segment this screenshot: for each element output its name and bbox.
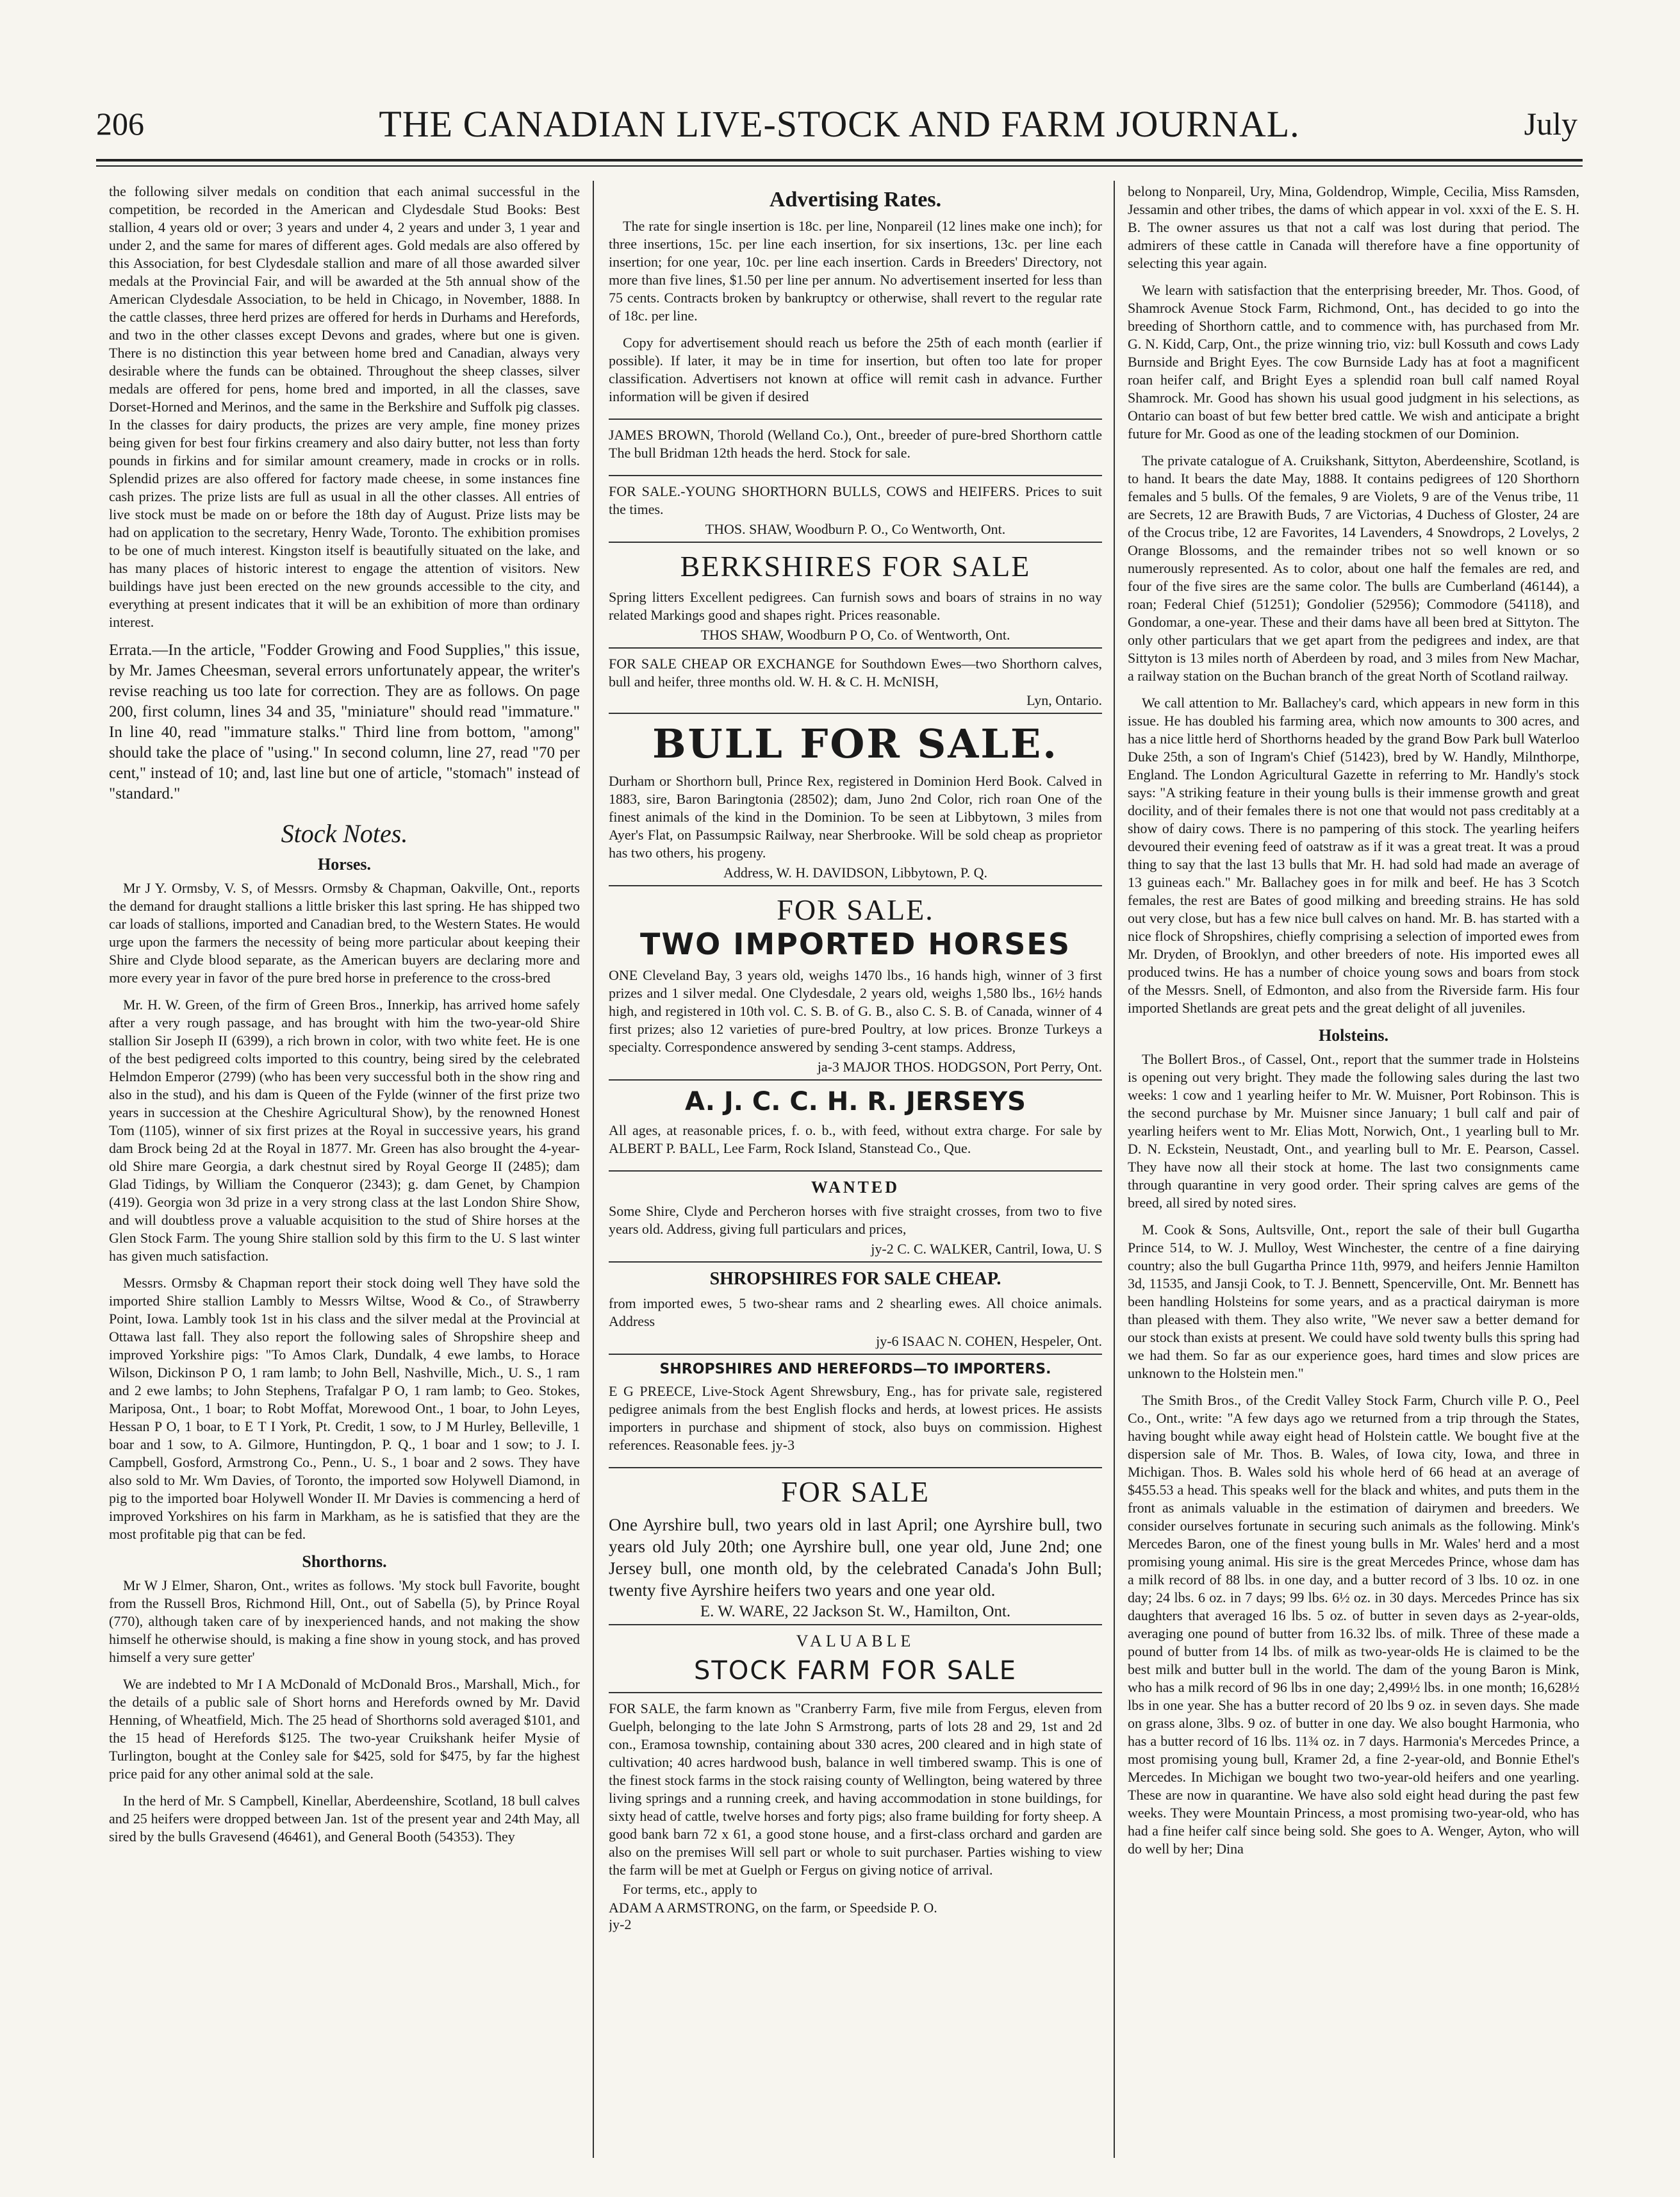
ad-horses-heading: TWO IMPORTED HORSES	[639, 927, 1071, 961]
ad-stock-farm-code: jy-2	[609, 1916, 632, 1932]
prize-list-text: the following silver medals on condition that each animal successful in the competition, be recorded in the American and Clydesdale Stud Books: Best stallion, 4 years old or over; 3 years and under 4, 2 years and under 3, 1 year and under 2, and the same for mares of different ages. Gold medals are also offered by this Association, for best Clydesdale stallion and mare of all those awarded silver medals at the Provincial Fair, and will be awarded at the 5th annual show of the American Clydesdale Association, to be held in Chicago, in November, 1888. In the cattle classes, three herd prizes are offered for herds in Durhams and Herefords, and two in the other classes except Devons and grades, where but one is given. There is no distinction this year between home bred and Canadian, always very desirable where the funds can be obtained. Throughout the sheep classes, silver medals are offered for pens, home bred and imported, in all the classes, save Dorset-Horned and Merinos, and the same in the Berkshire and Suffolk pig classes. In the classes for dairy products, the prizes are very ample, fine money prizes being given for best four firkins creamery and also dairy butter, not less than forty pounds in firkins and for similar amount creamery, made in crocks or in rolls. Splendid prizes are also offered for factory made cheese, in some instances fine cash prizes. The prize lists are full as usual in all the other classes. All entries of live stock must be made on or before the 18th day of August. Prize lists may be had on application to the secretary, Henry Wade, Toronto. The exhibition promises to be one of much interest. Kingston itself is beautifully situated on the lake, and has many places of historic interest to engage the attention of visitors. New buildings have just been erected on the new grounds accessible to the city, and everything at present indicates that it will be an exhibition of more than ordinary interest.	[109, 183, 580, 630]
ad-james-brown	[609, 426, 1102, 476]
ad-jerseys-text: All ages, at reasonable prices, f. o. b., with feed, without extra charge. For sale by ALBERT P. BALL, Lee Farm, Rock Island, Stanstead Co., Que.	[609, 1122, 1102, 1156]
horses-note-sales: Messrs. Ormsby & Chapman report their stock doing well They have sold the imported Shire stallion Lambly to Messrs Wiltse, Wood & Co., of Strawberry Point, Iowa. Lambly took 1st in his class and the silver medal at the Provincial at Ottawa last fall. They also report the following sales of Shropshire sheep and improved Yorkshire pigs: "To Amos Clark, Dundalk, 4 ewe lambs, to Horace Wilson, Dickinson P O, 1 ram lamb; to John Bell, Nashville, Mich., U. S., 1 ram and 2 ewe lambs; to John Stephens, Trafalgar P O, 1 ram lamb; to Geo. Stokes, Mariposa, Ont., 1 boar; to Robt Moffat, Morewood Ont., 1 boar, to John Leyes, Hessan P O, 1 boar, to E T I York, Pt. Credit, 1 sow, to J M Hurley, Belleville, 1 boar and 1 sow, to A. Gilmore, Huntingdon, P. Q., 1 boar and 1 sow; to J. I. Campbell, Gosford, Armstrong Co., Penn., U. S., 1 boar and 2 sows. They have also sold to Mr. Wm Davies, of Toronto, the imported sow Holywell Diamond, in pig to the imported boar Holywell Wonder II. Mr Davies is commencing a herd of improved Yorkshires on his farm in Markham, as he is satisfied that they are the most profitable pig that can be fed.	[109, 1275, 580, 1542]
advertising-rates-heading: Advertising Rates.	[769, 188, 942, 211]
ad-wanted-address: jy-2 C. C. WALKER, Cantril, Iowa, U. S	[871, 1241, 1102, 1257]
ad-berkshires	[609, 549, 1102, 649]
ad-jerseys-heading: A. J. C. C. H. R. JERSEYS	[685, 1087, 1026, 1116]
page-header	[96, 96, 1583, 154]
ad-wanted	[609, 1178, 1102, 1263]
ad-preece-text: E G PREECE, Live-Stock Agent Shrewsbury, Eng., has for private sale, registered pedigree animals from the best English flocks and herds, at lowest prices. He assists importers in purchase and shipment of stock, also buys on commission. Highest references. Reasonable fees. jy-3	[609, 1383, 1102, 1453]
ad-horses-for-sale-heading: FOR SALE.	[777, 893, 934, 926]
note-cruikshank-catalogue: The private catalogue of A. Cruikshank, Sittyton, Aberdeenshire, Scotland, is to hand. It bears the date May, 1888. It contains pedigrees of 120 Shorthorn females and 5 bulls. Of the females, 9 are Violets, 9 are of the Venus tribe, 11 are Secrets, 12 are Brawith Buds, 7 are Victorias, 4 Duchess of Gloster, 24 are of the Crocus tribe, 12 are Favorites, 14 Lavenders, 4 Snowdrops, 2 Lovelys, 2 Orange Blossoms, and the remainder tribes not so well known or so numerously represented. As to color, about one half the females are red, and four of the five sires are the same color. The bulls are Cumberland (46144), a roan; Federal Chief (51251); Gondolier (52956); Commodore (54118), and Gondomar, a one-year. These and their dams have all been bred at Sittyton. The only other particulars that we get apart from the pedigrees and index, are that Sittyton is 13 miles north of Aberdeen by road, and 3 miles from New Machar, a railway station on the Buchan branch of the great North of Scotland railway.	[1128, 452, 1579, 684]
shorthorns-note-campbell: In the herd of Mr. S Campbell, Kinellar, Aberdeenshire, Scotland, 18 bull calves and 25 heifers were dropped between Jan. 1st of the present year and 24th May, all sired by the bulls Gravesend (46461), and General Booth (54353). They	[109, 1793, 580, 1845]
ad-preece	[609, 1361, 1102, 1468]
ad-stock-farm-text: FOR SALE, the farm known as "Cranberry Farm, five mile from Fergus, eleven from Guelph, belonging to the late John S Armstrong, parts of lots 28 and 29, 1st and 2d con., Eramosa township, containing about 330 acres, 200 cleared and in high state of cultivation; 40 acres hardwood bush, balance in well timbered swamp. This is one of the finest stock farms in the stock raising county of Wellington, being watered by three living springs and a running creek, and having accommodation in stone buildings, for sixty head of cattle, twelve horses and forty pigs; also frame building for forty sheep. A good bank barn 72 x 61, a good stone house, and a first-class orchard and garden are also on the premises Will sell part or whole to suit purchaser. Parties wishing to view the farm will be met at Guelph or Fergus on giving notice of arrival.	[609, 1700, 1102, 1878]
note-cook-sons: M. Cook & Sons, Aultsville, Ont., report the sale of their bull Gugartha Prince 514, to W. J. Mulloy, West Winchester, the centre of a fine dairying country; also the bull Gugartha Prince 11th, 9979, and heifers Jennie Hamilton 3d, 11535, and Jansji Cook, to T. J. Bennett, Spencerville, Ont. Mr. Bennett has been handling Holsteins for some years, and as a practical dairyman is more than pleased with them. They also write, "We never saw a better demand for our stock than exists at present. We could have sold twenty bulls this spring had we had them. So far as our experience goes, hard times and slow prices are unknown to the Holstein men."	[1128, 1222, 1579, 1381]
ad-stock-farm-heading: STOCK FARM FOR SALE	[694, 1656, 1017, 1686]
ad-stock-farm-kicker: VALUABLE	[796, 1632, 915, 1650]
horses-note-green: Mr. H. W. Green, of the firm of Green Bros., Innerkip, has arrived home safely after a very rough passage, and has brought with him the two-year-old Shire stallion Sir Joseph II (6399), a rich brown in color, with two white feet. He is one of the best pedigreed colts imported to this country, being sired by the celebrated Helmdon Emperor (2799) (who has been very successful both in the show ring and also in the stud), and his dam is Queen of the Fylde (winner of the first prize two years in succession at the Cheshire Agricultural Show), by the renowned Honest Tom (1105), winner of six first prizes at the Royal in successive years, his grand dam Brock being 2d at the Royal in 1877. Mr. Green has also brought the 4-year-old Shire mare Georgia, a dark chestnut sired by Royal George II (2485); dam Glad Tidings, by William the Conqueror (2343); g. dam Genet, by Champion (419). Georgia won 3d prize in a very strong class at the last London Shire Show, and will doubtless prove a valuable acquisition to the stud of Shire horses at the Glen Stock Farm. The young Shire stallion sold by this firm to the U. S last winter has given much satisfaction.	[109, 997, 580, 1264]
ad-stock-farm-address: ADAM A ARMSTRONG, on the farm, or Speedside P. O.	[609, 1900, 937, 1916]
ad-ware-heading: FOR SALE	[781, 1475, 930, 1508]
ad-shorthorns-shaw-address: THOS. SHAW, Woodburn P. O., Co Wentworth, Ont.	[705, 521, 1006, 537]
ad-bull-text: Durham or Shorthorn bull, Prince Rex, registered in Dominion Herd Book. Calved in 1883, sire, Baron Baringtonia (28502); dam, Juno 2nd Color, rich roan One of the finest animals of the kind in the Dominion. To be seen at Libbytown, 3 miles from Ayer's Flat, on Passumpsic Railway, near Sherbrooke. Will be sold cheap as proprietor has two others, his progeny.	[609, 773, 1102, 861]
ad-horses-text: ONE Cleveland Bay, 3 years old, weighs 1470 lbs., 16 hands high, winner of 3 first prizes and 1 silver medal. One Clydesdale, 2 years old, weighs 1,580 lbs., 16½ hands high, and registered in 10th vol. C. S. B. of G. B., also C. S. B. of Canada, winner of 4 first prizes; also 12 varieties of pure-bred Poultry, at low prices. Bronze Turkeys a specialty. Correspondence answered by sending 3-cent stamps. Address,	[609, 967, 1102, 1055]
note-thos-good: We learn with satisfaction that the enterprising breeder, Mr. Thos. Good, of Shamrock Avenue Stock Farm, Richmond, Ont., has decided to go into the breeding of Shorthorn cattle, and to commence with, has purchased from Mr. G. N. Kidd, Carp, Ont., the prize winning trio, viz: bull Kossuth and cows Lady Burnside and Bright Eyes. The cow Burnside Lady has at foot a magnificent roan heifer calf, and Bright Eyes a splendid roan bull calf named Royal Shamrock. Mr. Good has shown his usual good judgment in his selections, as Ontario can boast of but few better bred cattle. We wish and anticipate a bright future for Mr. Good as one of the leading stockmen of our Dominion.	[1128, 282, 1579, 442]
shorthorns-note-mcdonald: We are indebted to Mr I A McDonald of McDonald Bros., Marshall, Mich., for the details of a public sale of Short horns and Herefords owned by Mr. David Henning, of Wheatfield, Mich. The 25 head of Shorthorns sold averaged $101, and the 15 head of Herefords $125. The two-year Cruikshank heifer Mysie of Turlington, bought at the Conley sale for $425, sold for $475, by far the highest price paid for any other animal sold at the sale.	[109, 1676, 580, 1782]
ad-stock-farm	[609, 1632, 1102, 1933]
ad-mcnish-address: Lyn, Ontario.	[1026, 692, 1102, 708]
ad-ware-address: E. W. WARE, 22 Jackson St. W., Hamilton, Ont.	[700, 1603, 1011, 1620]
advertising-copy-text: Copy for advertisement should reach us before the 25th of each month (earlier if possible). If later, it may be in time for insertion, but often too late for proper classification. Advertisers not known at office will remit cash in advance. Further information will be given if desired	[609, 335, 1102, 404]
ad-shorthorns-shaw-text: FOR SALE.-YOUNG SHORTHORN BULLS, COWS and HEIFERS. Prices to suit the times.	[609, 483, 1102, 517]
ad-preece-heading: SHROPSHIRES AND HEREFORDS—TO IMPORTERS.	[659, 1361, 1051, 1377]
advertising-rates-text: The rate for single insertion is 18c. per line, Nonpareil (12 lines make one inch); for three insertions, 15c. per line each insertion, for six insertions, 13c. per line each insertion; for one year, 10c. per line each insertion. Cards in Breeders' Directory, not more than five lines, $1.50 per line per annum. No advertisement inserted for less than 75 cents. Contracts broken by bankruptcy or otherwise, shall revert to the regular rate of 18c. per line.	[609, 218, 1102, 324]
journal-title: THE CANADIAN LIVE-STOCK AND FARM JOURNAL.	[379, 103, 1300, 145]
column-middle	[609, 183, 1102, 2157]
note-ballachey: We call attention to Mr. Ballachey's card, which appears in new form in this issue. He has doubled his farming area, which now amounts to 300 acres, and has a nice little herd of Shorthorns headed by the grand Bow Park bull Waterloo Duke 25th, a son of Ingram's Chief (51423), bred by W. Handly, Milnthorpe, England. The London Agricultural Gazette in referring to Mr. Handly's stock says: "A striking feature in their young bulls is their immense growth and great docility, and of their females there is not one that would not pass creditably at a show of dairy cows. There is no pampering of this stock. The yearling heifers devoured their evening feed of oatstraw as if it was a great treat. It was a proud thing to say that the last 13 bulls that Mr. H. had sold had made an average of 13 guineas each." Mr. Ballachey goes in for milk and beef. He has 3 Scotch females, the rest are Bates of good milking and breeding strains. He has sold out very close, but has a few nice bull calves on hand. Mr. B. has started with a nice flock of Shropshires, chiefly comprising a selection of imported ewes from Mr. Dryden, of Brooklyn, and other breeders of note. His imported ewes all produced twins. He has a number of choice young sows and boars from stock of the Messrs. Snell, of Edmonton, and also from the Riverside farm. His four imported Shetlands are great pets and the great delight of all juveniles.	[1128, 695, 1579, 1016]
ad-ware-text: One Ayrshire bull, two years old in last April; one Ayrshire bull, two years old July 20th; one Ayrshire bull, one year old, June 2nd; one Jersey bull, one month old, by the celebrated Canada's John Bull; twenty five Ayrshire heifers two years and one year old.	[609, 1515, 1102, 1600]
ad-shropshires-address: jy-6 ISAAC N. COHEN, Hespeler, Ont.	[876, 1333, 1102, 1349]
holsteins-heading: Holsteins.	[1318, 1026, 1389, 1045]
page-number: 206	[96, 106, 144, 142]
ad-bull-heading: BULL FOR SALE.	[652, 720, 1058, 767]
ad-wanted-text: Some Shire, Clyde and Percheron horses with five straight crosses, from two to five years old. Address, giving full particulars and prices,	[609, 1203, 1102, 1237]
ad-stock-farm-rule	[609, 1692, 1102, 1693]
note-smith-bros: The Smith Bros., of the Credit Valley Stock Farm, Church ville P. O., Peel Co., Ont., write: "A few days ago we returned from a trip through the States, having bought while away eight head of Holstein cattle. We bought five at the dispersion sale of Mr. Thos. B. Wales, of Iowa city, Iowa, and three in Michigan. Thos. B. Wales sold his whole herd of 66 head at an average of $455.53 a head. This speaks well for the black and whites, and puts them in the front as animals valuable in the estimation of dairymen and breeders. We consider ourselves fortunate in securing such animals as the following. Mink's Mercedes Baron, one of the finest young bulls in Mr. Wales' herd and a most promising young animal. His sire is the great Mercedes Prince, whose dam has a milk record of 88 lbs. in one day, and a butter record of 3 lbs. 10 oz. in one day; 24 lbs. 6 oz. in 7 days; 99 lbs. 6½ oz. in 30 days. Mercedes Prince has six daughters that averaged 16 lbs. 5 oz. of butter in seven days as 2-year-olds, averaging one pound of butter from 16.32 lbs. of milk. Three of these made a pound of butter from 14 lbs. of milk as two-year-olds He is claimed to be the best milk and butter bull in the world. The dam of the young Baron is Mink, who has a milk record of 96 lbs in one day; 2,499½ lbs. in one month; 16,628½ lbs in one year. She has a butter record of 20 lbs 9 oz. in seven days. She made on grass alone, 3lbs. 9 oz. of butter in one day. We also bought Harmonia, who has a butter record of 16 lbs. 11¾ oz. in 7 days. Harmonia's Mercedes Prince, a most promising young bull, Kramer 2d, a fine 2-year-old, and Bonnie Ethel's Mercedes. In Michigan we bought two two-year-old heifers and one yearling. These are now in quarantine. We have also sold eight head during the past few weeks. They were Mountain Princess, a most promising two-year-old, who has had a fine heifer calf since being sold. She goes to A. Wenger, Ayton, who will do well by her; Dina	[1128, 1392, 1579, 1857]
advertising-rates	[609, 188, 1102, 420]
ad-james-brown-text: JAMES BROWN, Thorold (Welland Co.), Ont., breeder of pure-bred Shorthorn cattle The bull Bridman 12th heads the herd. Stock for sale.	[609, 427, 1102, 461]
note-bollert-bros: The Bollert Bros., of Cassel, Ont., report that the summer trade in Holsteins is opening out very bright. They made the following sales during the last two weeks: 1 cow and 1 yearling heifer to Mr. W. Muisner, Port Robinson. This is the second purchase by Mr. Muisner since January; 1 bull calf and pair of yearling heifers went to Mr. Elias Mott, Norwich, Ont., 1 yearling bull to Mr. D. N. Eckstein, Neustadt, Ont., and yearling bull to Mr. E. Pearson, Cassel. They have now all their stock at home. The last two consignments came through quarantine in very good order. Their spring calves are gems of the breed, all sired by noted sires.	[1128, 1051, 1579, 1211]
stock-notes-heading: Stock Notes.	[281, 819, 408, 848]
ad-mcnish-text: FOR SALE CHEAP OR EXCHANGE for Southdown Ewes—two Shorthorn calves, bull and heifer, three months old. W. H. & C. H. McNISH,	[609, 656, 1102, 690]
shorthorns-note-elmer: Mr W J Elmer, Sharon, Ont., writes as follows. 'My stock bull Favorite, bought from the Russell Bros, Richmond Hill, Ont., out of Sabella (5), by Prince Royal (770), although taken care of by inexperienced hands, and not making the show himself he otherwise should, is making a fine show in young stock, and has proved himself a very sure getter'	[109, 1577, 580, 1665]
ad-shropshires-text: from imported ewes, 5 two-shear rams and 2 shearling ewes. All choice animals. Address	[609, 1295, 1102, 1329]
errata-note: Errata.—In the article, "Fodder Growing and Food Supplies," this issue, by Mr. James Cheesman, several errors unfortunately appear, the writer's revise reaching us too late for correction. They are as follows. On page 200, first column, lines 34 and 35, "miniature" should read "immature." In line 40, read "immature stalks." Third line from bottom, "among" should take the place of "using." In second column, line 27, read "70 per cent," instead of 10; and, last line but one of article, "stomach" instead of "standard."	[109, 642, 580, 802]
shorthorns-heading: Shorthorns.	[302, 1552, 387, 1571]
ad-bull-for-sale	[609, 720, 1102, 886]
ad-shorthorns-shaw	[609, 483, 1102, 543]
header-rule-thick	[96, 159, 1583, 162]
ad-jerseys	[609, 1087, 1102, 1172]
ad-stock-farm-terms: For terms, etc., apply to	[623, 1881, 757, 1897]
ad-shropshires	[609, 1269, 1102, 1355]
ad-imported-horses	[609, 893, 1102, 1081]
campbell-herd-continued: belong to Nonpareil, Ury, Mina, Goldendrop, Wimple, Cecilia, Miss Ramsden, Jessamin and other tribes, the dams of which appear in vol. xxxi of the E. S. H. B. The owner assures us that not a calf was lost during that period. The admirers of these cattle in Canada will therefore have a fine opportunity of selecting this year again.	[1128, 183, 1579, 271]
ad-mcnish	[609, 655, 1102, 714]
ad-wanted-heading: WANTED	[811, 1178, 900, 1197]
ad-bull-address: Address, W. H. DAVIDSON, Libbytown, P. Q.	[723, 865, 988, 881]
ad-berkshires-heading: BERKSHIRES FOR SALE	[680, 550, 1031, 583]
ad-shropshires-heading: SHROPSHIRES FOR SALE CHEAP.	[709, 1269, 1001, 1289]
header-rule-thin	[96, 165, 1583, 167]
ad-horses-address: ja-3 MAJOR THOS. HODGSON, Port Perry, Ont.	[817, 1059, 1102, 1075]
column-left	[109, 183, 580, 2157]
ad-ware	[609, 1475, 1102, 1625]
issue-month: July	[1524, 106, 1577, 142]
ad-berkshires-address: THOS SHAW, Woodburn P O, Co. of Wentworth, Ont.	[700, 627, 1010, 643]
column-divider-1	[593, 181, 594, 2158]
horses-heading: Horses.	[317, 855, 372, 874]
column-right	[1128, 183, 1579, 2157]
horses-note-ormsby: Mr J Y. Ormsby, V. S, of Messrs. Ormsby & Chapman, Oakville, Ont., reports the demand for draught stallions a little brisker this last spring. He has shipped two car loads of stallions, imported and Canadian bred, to the Western States. He would urge upon the farmers the necessity of being more particular about keeping their Shire and Clyde blood separate, as the American buyers are declaring more and more every year in favor of the pure bred horse in preference to the cross-bred	[109, 880, 580, 986]
column-divider-2	[1114, 181, 1115, 2158]
ad-berkshires-text: Spring litters Excellent pedigrees. Can furnish sows and boars of strains in no way related Markings good and shapes right. Prices reasonable.	[609, 589, 1102, 623]
